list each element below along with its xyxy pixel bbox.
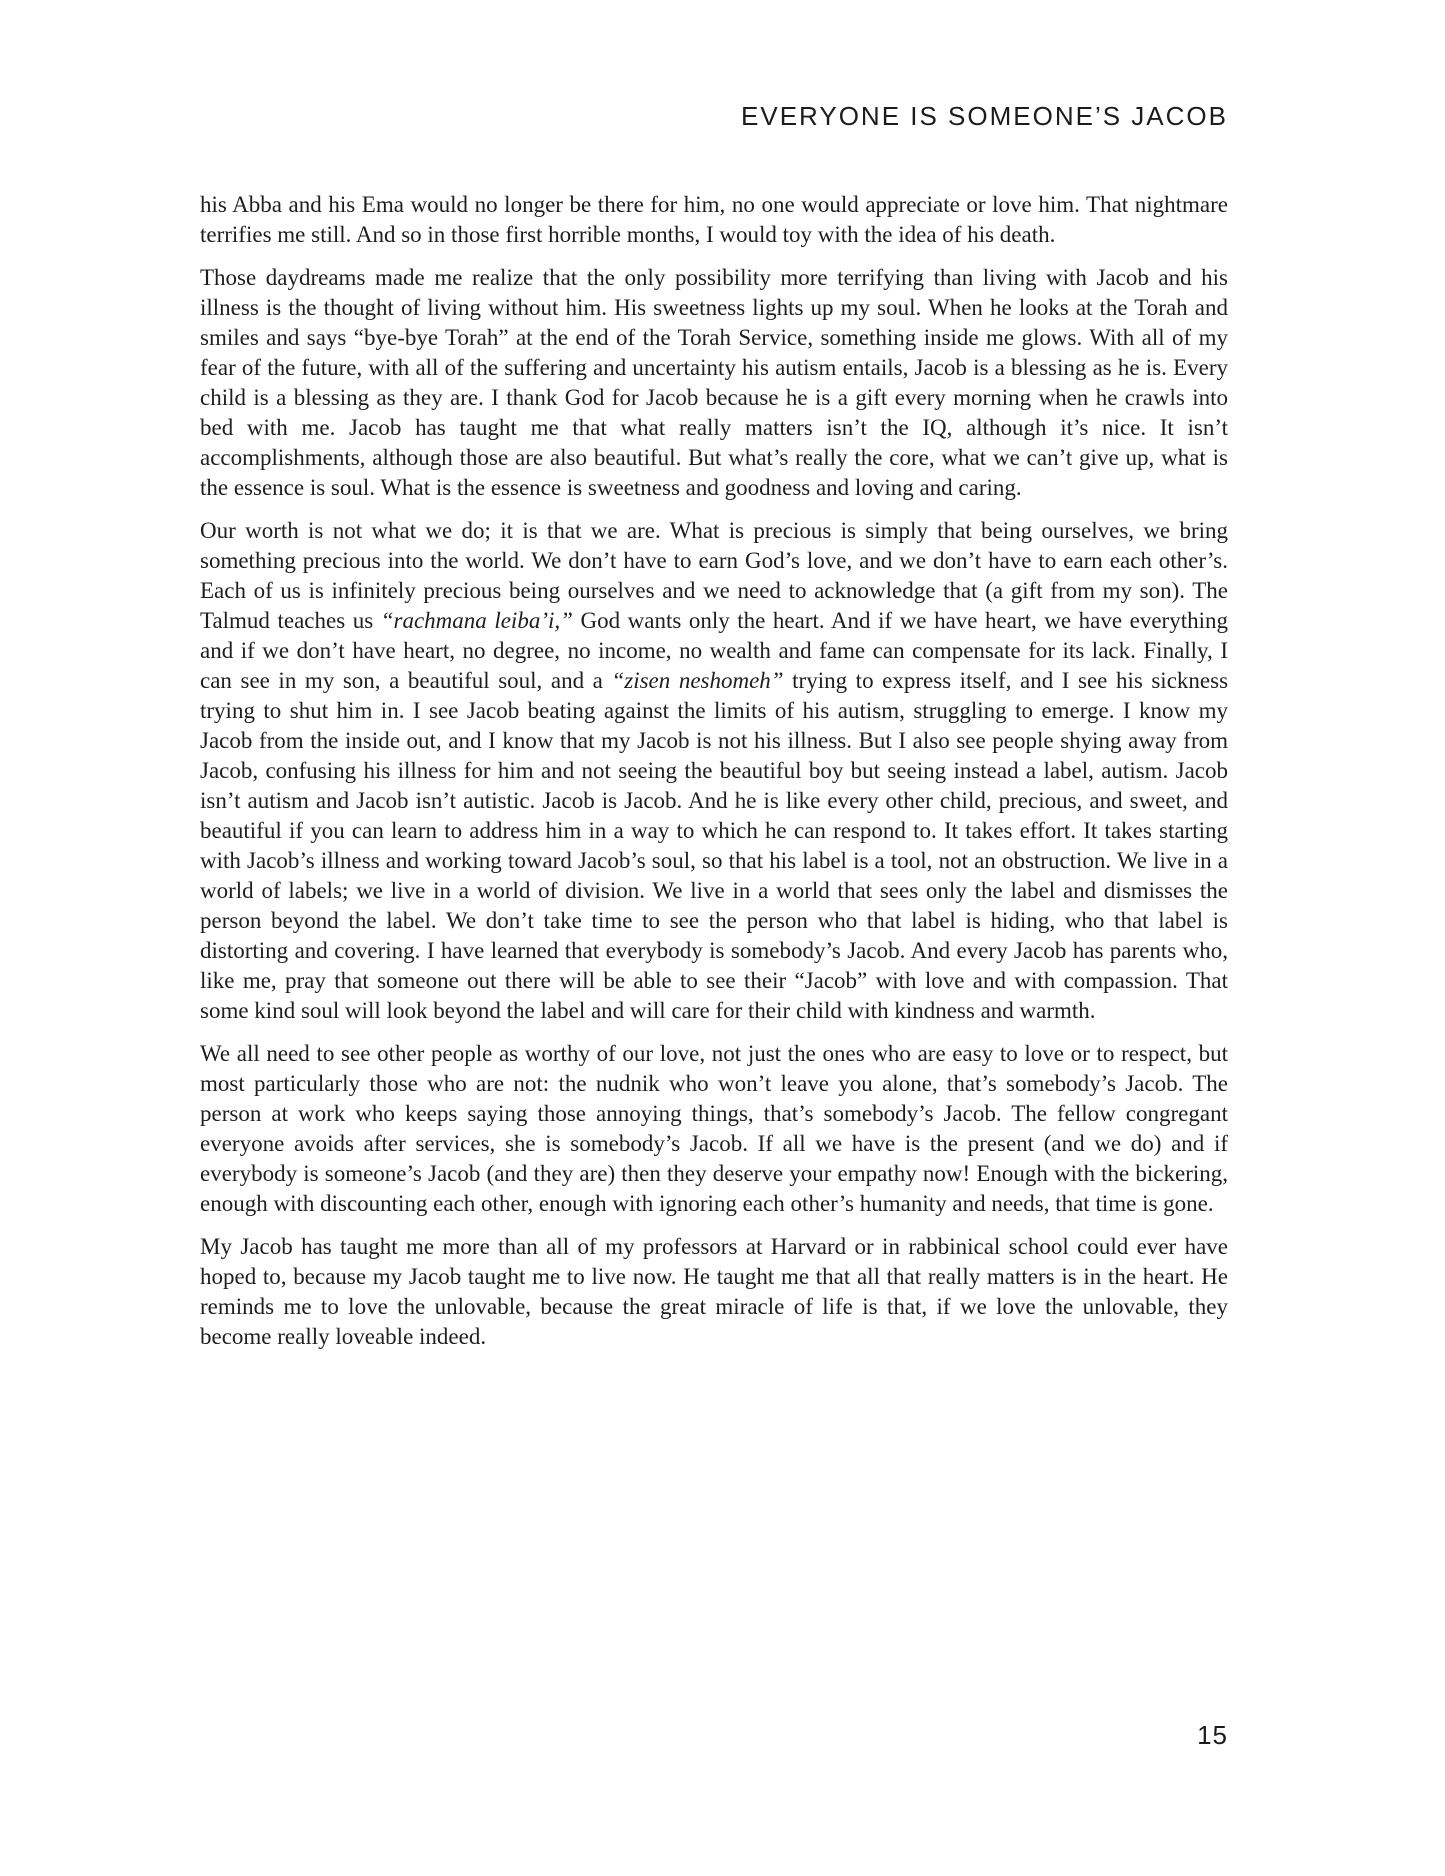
text-run: We all need to see other people as worthy of our love, not just the ones who are easy to love or to respect, but most particularly those who are not: the nudnik who won’t leave you alone, that’s somebody’s Jacob. The person at work who keeps saying those annoying things, that’s somebody’s Jacob. The fellow congregant everyone avoids after services, she is somebody’s Jacob. If all we have is the present (and we do) and if everybody is someone’s Jacob (and they are) then they deserve your empathy now! Enough with the bickering, enough with discounting each other, enough with ignoring each other’s humanity and needs, that time is gone. xyxy=(200,1041,1228,1216)
document-body xyxy=(200,190,1228,1352)
text-run: Our worth is not what we do; it is that we are. What is precious is simply that being ourselves, we bring something precious into the world. We don’t have to earn God’s love, and we don’t have to earn each other’s. Each of us is infinitely precious being ourselves and we need to acknowledge that (a gift from my son). The Talmud teaches us xyxy=(200,518,1228,633)
text-run: trying to express itself, and I see his sickness trying to shut him in. I see Jacob beating against the limits of his autism, struggling to emerge. I know my Jacob from the inside out, and I know that my Jacob is not his illness. But I also see people shying away from Jacob, confusing his illness for him and not seeing the beautiful boy but seeing instead a label, autism. Jacob isn’t autism and Jacob isn’t autistic. Jacob is Jacob. And he is like every other child, precious, and sweet, and beautiful if you can learn to address him in a way to which he can respond to. It takes effort. It takes starting with Jacob’s illness and working toward Jacob’s soul, so that his label is a tool, not an obstruction. We live in a world of labels; we live in a world of division. We live in a world that sees only the label and dismisses the person beyond the label. We don’t take time to see the person who that label is hiding, who that label is distorting and covering. I have learned that everybody is somebody’s Jacob. And every Jacob has parents who, like me, pray that someone out there will be able to see their “Jacob” with love and with compassion. That some kind soul will look beyond the label and will care for their child with kindness and warmth. xyxy=(200,668,1229,1023)
italic-run: “zisen neshomeh” xyxy=(611,668,784,693)
paragraph xyxy=(200,516,1228,1026)
paragraph xyxy=(200,1039,1228,1219)
paragraph xyxy=(200,190,1228,250)
text-run: My Jacob has taught me more than all of my professors at Harvard or in rabbinical school could ever have hoped to, because my Jacob taught me to live now. He taught me that all that really matters is in the heart. He reminds me to love the unlovable, because the great miracle of life is that, if we love the unlovable, they become really loveable indeed. xyxy=(200,1234,1228,1349)
running-header: EVERYONE IS SOMEONE’S JACOB xyxy=(741,101,1228,131)
page-number: 15 xyxy=(1197,1720,1228,1750)
paragraph xyxy=(200,263,1228,503)
text-run: God wants only the heart. And if we have heart, we have everything and if we don’t have heart, no degree, no income, no wealth and fame can compensate for its lack. Finally, I can see in my son, a beautiful soul, and a xyxy=(200,608,1228,693)
text-run: his Abba and his Ema would no longer be there for him, no one would appreciate or love him. That nightmare terrifies me still. And so in those first horrible months, I would toy with the idea of his death. xyxy=(200,192,1228,247)
paragraph xyxy=(200,1232,1228,1352)
italic-run: “rachmana leiba’i,” xyxy=(380,608,573,633)
text-run: Those daydreams made me realize that the only possibility more terrifying than living with Jacob and his illness is the thought of living without him. His sweetness lights up my soul. When he looks at the Torah and smiles and says “bye-bye Torah” at the end of the Torah Service, something inside me glows. With all of my fear of the future, with all of the suffering and uncertainty his autism entails, Jacob is a blessing as he is. Every child is a blessing as they are. I thank God for Jacob because he is a gift every morning when he crawls into bed with me. Jacob has taught me that what really matters isn’t the IQ, although it’s nice. It isn’t accomplishments, although those are also beautiful. But what’s really the core, what we can’t give up, what is the essence is soul. What is the essence is sweetness and goodness and loving and caring. xyxy=(200,265,1228,500)
